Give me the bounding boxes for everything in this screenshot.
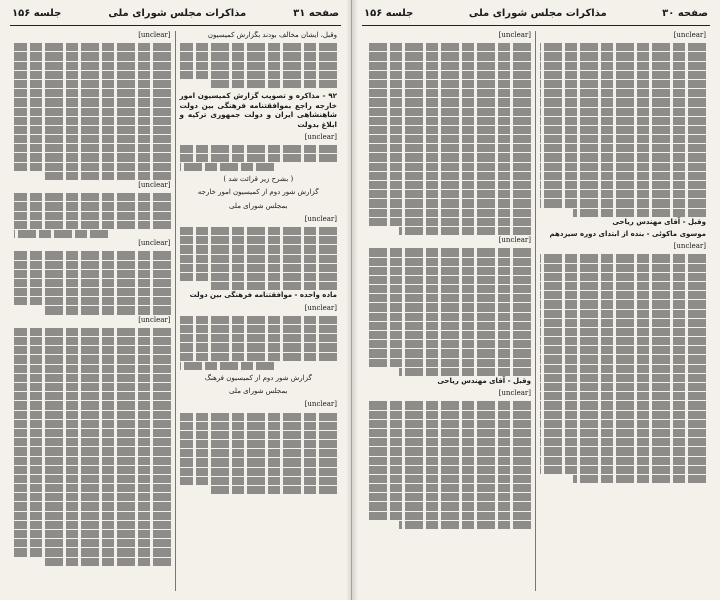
left-page-title: مذاکرات مجلس شورای ملی xyxy=(108,8,247,19)
text-line xyxy=(540,264,706,272)
text-line xyxy=(180,468,338,476)
text-line xyxy=(366,258,531,266)
text-line xyxy=(180,154,338,162)
right-page-column-left xyxy=(362,31,536,591)
text-line xyxy=(366,52,531,60)
text-line xyxy=(540,98,706,106)
text-line xyxy=(366,43,531,51)
text-line xyxy=(14,80,171,88)
text-line xyxy=(180,431,338,439)
text-line xyxy=(180,227,338,235)
text-line xyxy=(45,172,170,180)
text-line xyxy=(180,316,338,324)
text-line xyxy=(14,270,171,278)
text-line xyxy=(366,303,531,311)
text-line xyxy=(14,89,171,97)
text-line xyxy=(366,512,531,520)
speaker-line: وقبل - آقای مهندس ریاحی xyxy=(437,376,531,385)
text-line xyxy=(180,458,338,466)
text-line xyxy=(180,362,275,370)
text-line xyxy=(14,153,171,161)
text-line xyxy=(540,43,706,51)
right-page-header xyxy=(362,4,710,26)
text-line xyxy=(14,126,171,134)
text-line xyxy=(14,221,171,229)
text-line xyxy=(14,108,171,116)
text-line xyxy=(180,52,338,60)
text-line xyxy=(14,355,171,363)
text-line xyxy=(540,392,706,400)
text-line xyxy=(366,484,531,492)
text-paragraph: [unclear] xyxy=(138,239,171,248)
text-line xyxy=(180,163,275,171)
text-line xyxy=(540,447,706,455)
right-page-session: جلسه ۱۵۶ xyxy=(364,8,414,19)
text-line xyxy=(14,135,171,143)
text-line xyxy=(14,52,171,60)
text-line xyxy=(366,331,531,339)
text-line xyxy=(366,322,531,330)
text-line xyxy=(540,254,706,262)
text-paragraph: [unclear] xyxy=(138,181,171,190)
text-line xyxy=(14,530,171,538)
right-page-columns xyxy=(362,31,710,591)
reading-note: ( بشرح زیر قرائت شد ) xyxy=(223,175,294,184)
text-line xyxy=(14,475,171,483)
text-line xyxy=(366,502,531,510)
text-line xyxy=(366,466,531,474)
text-line xyxy=(180,255,338,263)
text-line xyxy=(540,300,706,308)
text-line xyxy=(14,438,171,446)
text-line xyxy=(540,438,706,446)
text-line xyxy=(366,62,531,70)
text-line xyxy=(540,71,706,79)
report-title: گزارش شور دوم از کمیسیون فرهنگ xyxy=(204,373,312,382)
text-line xyxy=(540,181,706,189)
text-line xyxy=(366,294,531,302)
text-line xyxy=(180,273,338,281)
text-line xyxy=(211,80,337,88)
text-line xyxy=(14,401,171,409)
left-page xyxy=(0,0,352,600)
text-line xyxy=(366,248,531,256)
text-line xyxy=(14,144,171,152)
text-line xyxy=(366,89,531,97)
report-title: گزارش شور دوم از کمیسیون امور خارجه xyxy=(197,188,319,197)
text-line xyxy=(14,457,171,465)
text-line xyxy=(540,328,706,336)
text-line xyxy=(180,449,338,457)
text-line xyxy=(180,236,338,244)
text-line xyxy=(540,291,706,299)
text-line xyxy=(366,457,531,465)
text-line xyxy=(14,328,171,336)
left-page-column-left xyxy=(10,31,176,591)
text-line xyxy=(180,343,338,351)
text-line xyxy=(366,420,531,428)
text-line xyxy=(180,353,338,361)
text-line xyxy=(540,429,706,437)
report-addressee: بمجلس شورای ملی xyxy=(229,387,288,396)
text-line xyxy=(366,108,531,116)
text-line xyxy=(366,340,531,348)
text-line xyxy=(366,475,531,483)
text-line xyxy=(14,548,171,556)
text-line xyxy=(211,486,337,494)
text-paragraph: [unclear] xyxy=(498,236,531,245)
text-line xyxy=(14,493,171,501)
text-paragraph: [unclear] xyxy=(673,242,706,251)
right-page-column-right xyxy=(536,31,710,591)
text-line xyxy=(366,218,531,226)
text-line xyxy=(14,539,171,547)
text-line xyxy=(540,172,706,180)
text-line xyxy=(14,383,171,391)
text-line xyxy=(180,245,338,253)
text-line xyxy=(14,261,171,269)
text-line xyxy=(366,438,531,446)
text-line xyxy=(366,80,531,88)
text-line xyxy=(540,411,706,419)
text-line xyxy=(14,365,171,373)
left-page-header xyxy=(10,4,341,26)
text-line xyxy=(540,163,706,171)
text-line xyxy=(45,306,170,314)
text-line xyxy=(14,230,108,238)
text-line xyxy=(366,199,531,207)
text-line xyxy=(366,126,531,134)
text-line xyxy=(366,209,531,217)
text-line xyxy=(14,297,171,305)
text-line xyxy=(366,98,531,106)
text-paragraph: [unclear] xyxy=(138,315,171,324)
text-line xyxy=(540,117,706,125)
text-line xyxy=(540,282,706,290)
text-line xyxy=(180,43,338,51)
text-line xyxy=(366,163,531,171)
text-line xyxy=(14,484,171,492)
text-line xyxy=(540,466,706,474)
text-line xyxy=(14,117,171,125)
text-line xyxy=(14,212,171,220)
text-paragraph: [unclear] xyxy=(138,31,171,39)
text-line xyxy=(14,288,171,296)
text-line xyxy=(14,374,171,382)
left-page-session: جلسه ۱۵۶ xyxy=(12,8,62,19)
text-line xyxy=(573,475,706,483)
text-line xyxy=(366,135,531,143)
text-line xyxy=(540,89,706,97)
text-line xyxy=(540,420,706,428)
text-line xyxy=(540,319,706,327)
text-line xyxy=(399,227,531,235)
text-line xyxy=(14,502,171,510)
text-paragraph: وقبل، ایشان مخالف بودند بگزارش کمیسیون xyxy=(207,31,337,39)
left-page-column-right xyxy=(176,31,342,591)
text-line xyxy=(14,521,171,529)
text-line xyxy=(180,477,338,485)
text-line xyxy=(540,108,706,116)
text-line xyxy=(14,202,171,210)
text-line xyxy=(540,346,706,354)
text-line xyxy=(540,153,706,161)
text-line xyxy=(540,62,706,70)
text-line xyxy=(366,153,531,161)
text-paragraph: [unclear] xyxy=(304,400,337,409)
text-line xyxy=(540,190,706,198)
text-line xyxy=(14,512,171,520)
text-line xyxy=(366,411,531,419)
text-line xyxy=(366,267,531,275)
text-line xyxy=(540,144,706,152)
text-line xyxy=(14,392,171,400)
text-line xyxy=(540,374,706,382)
text-line xyxy=(14,447,171,455)
left-page-columns xyxy=(10,31,341,591)
speaker-line: موسوی ماکوئی - بنده از ابتدای دوره سیزدهم xyxy=(549,229,706,238)
text-line xyxy=(540,383,706,391)
text-paragraph: [unclear] xyxy=(304,303,337,312)
text-line xyxy=(573,209,706,217)
text-line xyxy=(366,401,531,409)
text-line xyxy=(14,193,171,201)
text-line xyxy=(14,71,171,79)
text-line xyxy=(14,43,171,51)
text-line xyxy=(366,447,531,455)
text-line xyxy=(540,457,706,465)
text-paragraph: [unclear] xyxy=(498,389,531,398)
text-line xyxy=(540,199,706,207)
text-line xyxy=(366,493,531,501)
text-line xyxy=(399,521,531,529)
text-line xyxy=(366,349,531,357)
article-title: ماده واحده - موافقتنامه فرهنگی بین دولت xyxy=(189,291,337,300)
text-line xyxy=(366,285,531,293)
text-line xyxy=(540,52,706,60)
text-line xyxy=(180,145,338,153)
text-line xyxy=(540,365,706,373)
text-line xyxy=(180,62,338,70)
text-paragraph: [unclear] xyxy=(304,214,337,223)
text-line xyxy=(540,273,706,281)
right-page xyxy=(352,0,720,600)
text-paragraph: [unclear] xyxy=(304,132,337,141)
right-page-title: مذاکرات مجلس شورای ملی xyxy=(468,8,607,19)
text-line xyxy=(366,172,531,180)
left-page-number: صفحه ۳۱ xyxy=(293,8,339,19)
text-line xyxy=(14,62,171,70)
text-line xyxy=(180,422,338,430)
text-line xyxy=(14,279,171,287)
text-line xyxy=(366,313,531,321)
text-line xyxy=(14,163,171,171)
text-line xyxy=(45,558,170,566)
text-line xyxy=(366,117,531,125)
section-heading: ۹۲ - مذاکره و تصویب گزارش کمیسیون امور خارجه راجع بموافقتنامه فرهنگی بین دولت شاهنشاهی ایران و دولت جمهوری ترکیه و ابلاغ بدولت xyxy=(179,91,337,129)
report-addressee: بمجلس شورای ملی xyxy=(229,201,288,210)
right-page-number: صفحه ۳۰ xyxy=(662,8,708,19)
text-line xyxy=(180,334,338,342)
text-line xyxy=(211,282,337,290)
text-line xyxy=(180,325,338,333)
text-line xyxy=(180,440,338,448)
text-paragraph: [unclear] xyxy=(673,31,706,39)
text-line xyxy=(366,359,531,367)
text-line xyxy=(366,181,531,189)
text-line xyxy=(180,413,338,421)
text-line xyxy=(14,466,171,474)
text-line xyxy=(14,429,171,437)
text-line xyxy=(366,144,531,152)
speaker-line: وقبل - آقای مهندس ریاحی xyxy=(612,217,706,226)
text-line xyxy=(14,251,171,259)
text-paragraph: [unclear] xyxy=(498,31,531,39)
text-line xyxy=(366,276,531,284)
text-line xyxy=(366,190,531,198)
text-line xyxy=(14,337,171,345)
text-line xyxy=(366,71,531,79)
text-line xyxy=(540,401,706,409)
text-line xyxy=(366,429,531,437)
text-line xyxy=(540,126,706,134)
text-line xyxy=(14,411,171,419)
text-line xyxy=(540,355,706,363)
text-line xyxy=(14,420,171,428)
text-line xyxy=(180,264,338,272)
text-line xyxy=(180,71,338,79)
text-line xyxy=(399,368,531,376)
text-line xyxy=(540,135,706,143)
text-line xyxy=(540,310,706,318)
text-line xyxy=(540,337,706,345)
text-line xyxy=(14,346,171,354)
text-line xyxy=(14,98,171,106)
text-line xyxy=(540,80,706,88)
